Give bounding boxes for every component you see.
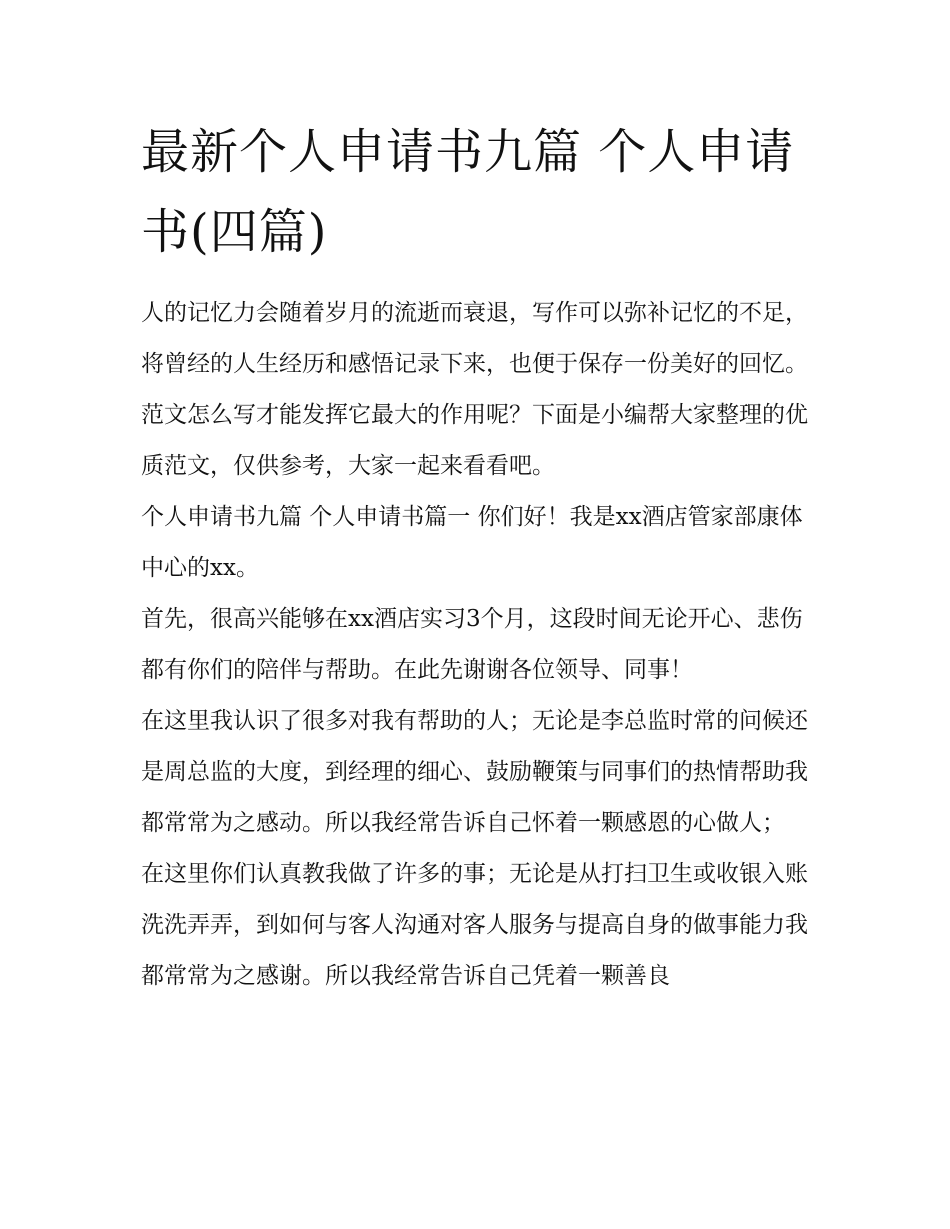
- document-title: 最新个人申请书九篇 个人申请书(四篇): [141, 124, 795, 260]
- paragraph-intro: 人的记忆力会随着岁月的流逝而衰退，写作可以弥补记忆的不足，将曾经的人生经历和感悟记录下来，也便于保存一份美好的回忆。范文怎么写才能发挥它最大的作用呢？下面是小编帮大家整理的优质范文，仅供参考，大家一起来看看吧。: [141, 300, 808, 479]
- paragraph-greeting: 个人申请书九篇 个人申请书篇一 你们好！我是xx酒店管家部康体中心的xx。: [141, 504, 803, 581]
- paragraph-thanks: 首先，很高兴能够在xx酒店实习3个月，这段时间无论开心、悲伤都有你们的陪伴与帮助。在此先谢谢各位领导、同事！: [141, 606, 803, 683]
- document-body: [141, 112, 821, 1002]
- paragraph-work: 在这里你们认真教我做了许多的事；无论是从打扫卫生或收银入账洗洗弄弄，到如何与客人沟通对客人服务与提高自身的做事能力我都常常为之感谢。所以我经常告诉自己凭着一颗善良: [141, 861, 808, 989]
- paragraph-people: 在这里我认识了很多对我有帮助的人；无论是李总监时常的问候还是周总监的大度，到经理的细心、鼓励鞭策与同事们的热情帮助我都常常为之感动。所以我经常告诉自己怀着一颗感恩的心做人；: [141, 708, 808, 836]
